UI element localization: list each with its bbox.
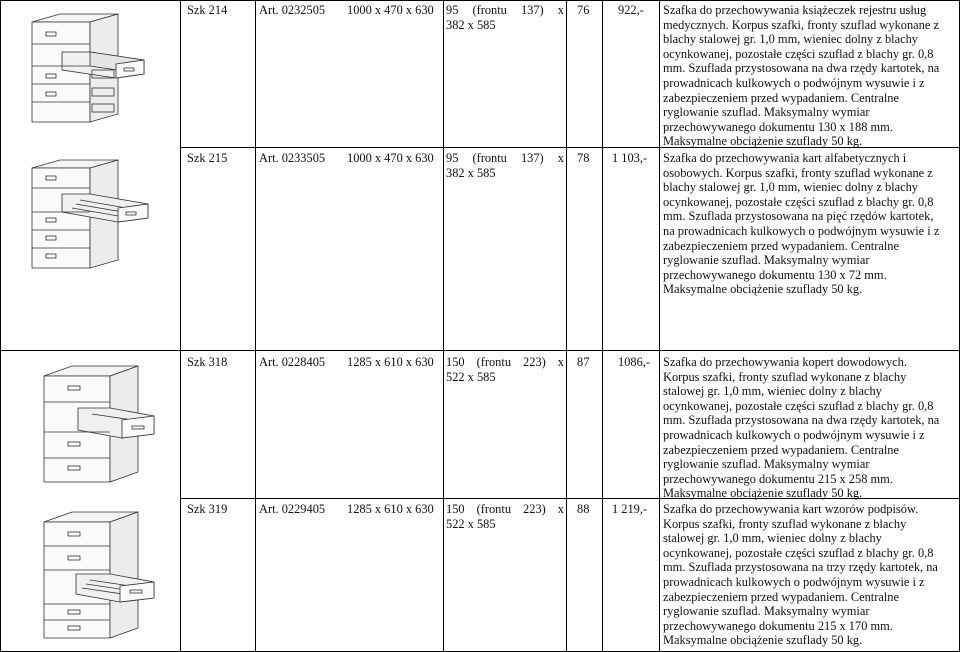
description-line: mm. Szuflada przystosowana na trzy rzędy kartotek, na <box>663 560 938 575</box>
description-line: ryglowanie szuflad. Maksymalny wymiar <box>663 105 870 120</box>
table-top-border <box>0 0 960 1</box>
drawer-dimensions <box>446 3 564 32</box>
drawer-height: 95 <box>446 151 459 165</box>
product-code: Szk 214 <box>187 3 228 17</box>
drawer-width-depth: 522 x 585 <box>446 369 496 384</box>
drawer-height: 95 <box>446 3 459 17</box>
drawer-front-height: 137) <box>520 151 544 165</box>
description-line: Maksymalne obciążenie szuflady 50 kg. <box>663 282 863 297</box>
description-line: mm. Szuflada przystosowana na dwa rzędy kartotek, na <box>663 413 940 428</box>
dimension-separator: x <box>557 502 564 516</box>
cabinet-illustration-tall-open-middle <box>36 508 161 642</box>
price: 1086,- <box>618 355 651 369</box>
drawer-front-label: (frontu <box>476 355 512 369</box>
description-line: Szafka do przechowywania książeczek rejestru usług <box>663 3 927 17</box>
article-number: Art. 0228405 <box>259 355 326 369</box>
column-divider-drawers <box>602 0 603 652</box>
description-line: ocynkowanej, pozostałe części szuflad z blachy gr. 0,8 <box>663 398 934 413</box>
drawer-width-depth: 382 x 585 <box>446 17 496 32</box>
description-line: blachy stalowej gr. 1,0 mm, wieniec dolny z blachy <box>663 180 918 195</box>
price: 922,- <box>618 3 644 17</box>
column-divider-dims <box>566 0 567 652</box>
cabinet-dimensions: 1000 x 470 x 630 <box>347 3 434 17</box>
description-line: przechowywanego dokumentu 215 x 258 mm. <box>663 471 893 486</box>
dimension-separator: x <box>557 3 564 17</box>
description-line: Maksymalne obciążenie szuflady 50 kg. <box>663 486 863 501</box>
description-line: zabezpieczeniem przed wypadaniem. Centralne <box>663 442 899 457</box>
description-line: ryglowanie szuflad. Maksymalny wymiar <box>663 457 870 472</box>
drawer-width-depth: 382 x 585 <box>446 165 496 180</box>
description-line: blachy stalowej gr. 1,0 mm, wieniec dolny z blachy <box>663 32 918 47</box>
column-divider-image <box>180 0 181 652</box>
drawer-count: 87 <box>577 355 590 369</box>
description-line: ryglowanie szuflad. Maksymalny wymiar <box>663 253 870 268</box>
column-divider-price <box>659 0 660 652</box>
description-line: przechowywanego dokumentu 130 x 188 mm. <box>663 119 893 134</box>
drawer-front-label: (frontu <box>476 502 512 516</box>
description-line: przechowywanego dokumentu 215 x 170 mm. <box>663 618 893 633</box>
drawer-dimensions <box>446 151 564 180</box>
description-line: Szafka do przechowywania kopert dowodowych. <box>663 355 907 369</box>
description-line: Maksymalne obciążenie szuflady 50 kg. <box>663 134 863 149</box>
description-line: prowadnicach kulkowych o podwójnym wysuwie i z <box>663 75 925 90</box>
drawer-front-height: 137) <box>520 3 544 17</box>
description-line: na prowadnicach kulkowych o podwójnym wysuwie i z <box>663 223 940 238</box>
description-line: zabezpieczeniem przed wypadaniem. Centralne <box>663 589 899 604</box>
dimension-separator: x <box>557 355 564 369</box>
product-code: Szk 318 <box>187 355 228 369</box>
dimension-separator: x <box>557 151 564 165</box>
drawer-front-label: (frontu <box>472 151 507 165</box>
cabinet-dimensions: 1285 x 610 x 630 <box>347 502 434 516</box>
description-line: Maksymalne obciążenie szuflady 50 kg. <box>663 633 863 648</box>
table-left-border <box>0 0 1 652</box>
drawer-count: 78 <box>577 151 590 165</box>
product-description <box>663 355 955 501</box>
cabinet-dimensions: 1000 x 470 x 630 <box>347 151 434 165</box>
description-line: Korpus szafki, fronty szuflad wykonane z blachy <box>663 516 907 531</box>
description-line: prowadnicach kulkowych o podwójnym wysuwie i z <box>663 427 925 442</box>
description-line: ocynkowanej, pozostałe części szuflad z blachy gr. 0,8 <box>663 46 934 61</box>
drawer-height: 150 <box>446 355 465 369</box>
description-line: przechowywanego dokumentu 130 x 72 mm. <box>663 267 887 282</box>
description-line: stalowej gr. 1,0 mm, wieniec dolny z blachy <box>663 531 882 546</box>
description-line: osobowych. Korpus szafki, fronty szuflad wykonane z <box>663 165 933 180</box>
drawer-height: 150 <box>446 502 465 516</box>
price: 1 103,- <box>612 151 648 165</box>
drawer-dimensions <box>446 355 564 384</box>
cabinet-dimensions: 1285 x 610 x 630 <box>347 355 434 369</box>
cabinet-illustration-two-drawer-open-upper <box>20 8 155 126</box>
description-line: Szafka do przechowywania kart alfabetycznych i <box>663 151 907 165</box>
column-divider-size <box>443 0 444 652</box>
description-line: ocynkowanej, pozostałe części szuflad z blachy gr. 0,8 <box>663 545 934 560</box>
description-line: zabezpieczeniem przed wypadaniem. Centralne <box>663 90 899 105</box>
drawer-front-height: 223) <box>523 502 546 516</box>
article-number: Art. 0232505 <box>259 3 326 17</box>
description-line: prowadnicach kulkowych o podwójnym wysuwie i z <box>663 574 925 589</box>
drawer-count: 88 <box>577 502 590 516</box>
description-line: mm. Szuflada przystosowana na dwa rzędy kartotek, na <box>663 61 940 76</box>
description-line: zabezpieczeniem przed wypadaniem. Centralne <box>663 238 899 253</box>
drawer-width-depth: 522 x 585 <box>446 516 496 531</box>
cabinet-illustration-two-drawer-open-middle <box>20 154 155 272</box>
product-code: Szk 215 <box>187 151 228 165</box>
article-number: Art. 0229405 <box>259 502 326 516</box>
drawer-dimensions <box>446 502 564 531</box>
column-divider-code <box>255 0 256 652</box>
description-line: mm. Szuflada przystosowana na pięć rzędów kartotek, <box>663 209 934 224</box>
description-line: Szafka do przechowywania kart wzorów podpisów. <box>663 502 919 516</box>
article-number: Art. 0233505 <box>259 151 326 165</box>
price: 1 219,- <box>612 502 648 516</box>
drawer-front-label: (frontu <box>472 3 507 17</box>
drawer-front-height: 223) <box>523 355 546 369</box>
description-line: ocynkowanej, pozostałe części szuflad z blachy gr. 0,8 <box>663 194 934 209</box>
group-separator <box>0 350 960 351</box>
description-line: medycznych. Korpus szafki, fronty szuflad wykonane z <box>663 17 939 32</box>
cabinet-illustration-tall-open-upper <box>36 362 161 486</box>
description-line: stalowej gr. 1,0 mm, wieniec dolny z blachy <box>663 384 882 399</box>
product-description <box>663 151 955 297</box>
description-line: ryglowanie szuflad. Maksymalny wymiar <box>663 604 870 619</box>
drawer-count: 76 <box>577 3 590 17</box>
product-description <box>663 502 955 648</box>
product-code: Szk 319 <box>187 502 228 516</box>
description-line: Korpus szafki, fronty szuflad wykonane z blachy <box>663 369 907 384</box>
product-description <box>663 3 955 149</box>
